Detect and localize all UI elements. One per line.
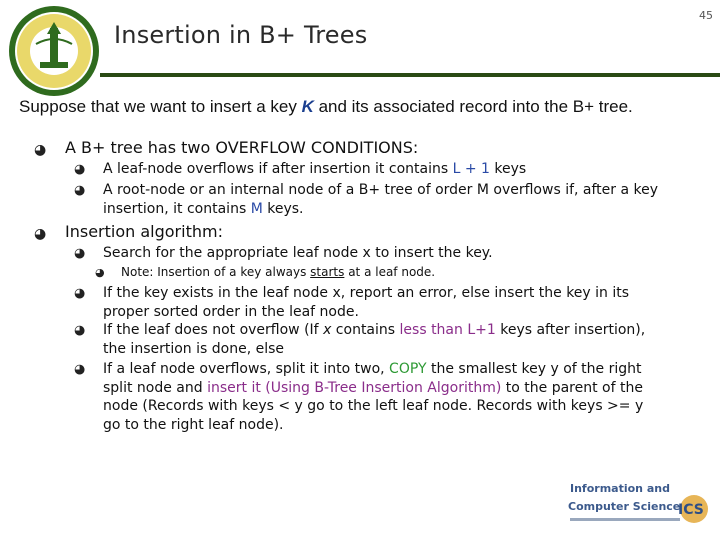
bullet-icon: ◕ (95, 266, 105, 279)
bullet-icon: ◕ (34, 226, 47, 242)
step4-2c: to the parent of the (501, 379, 643, 396)
note-text (121, 265, 435, 279)
step-search: Search for the appropriate leaf node x to insert the key. (103, 245, 493, 261)
step3-g: keys after insertion), (495, 322, 646, 338)
condition-internal (103, 181, 668, 218)
bullet-icon: ◕ (74, 246, 86, 261)
step4-line4: go to the right leaf node). (103, 416, 284, 433)
step4-1b: COPY (389, 361, 427, 377)
cond1-b: L + 1 (452, 161, 490, 177)
cond1-a: A leaf-node overflows if after insertion it contains (103, 161, 453, 177)
step4-1a: If a leaf node overflows, split it into two, (103, 361, 390, 377)
cond2-line2 (103, 200, 668, 219)
step2-line1: If the key exists in the leaf node x, report an error, else insert the key in its (103, 285, 630, 301)
cond2-line2c: keys. (262, 200, 304, 217)
overflow-heading: A B+ tree has two OVERFLOW CONDITIONS: (65, 138, 419, 157)
cond2-line2a: insertion, it contains (103, 200, 251, 217)
step4-line3: node (Records with keys < y go to the left leaf node. Records with keys >= y (103, 398, 644, 414)
footer-line2: Computer Science (568, 500, 681, 513)
note-c: at a leaf node. (344, 265, 436, 279)
slide-title: Insertion in B+ Trees (114, 21, 368, 49)
step-exists (103, 284, 668, 321)
bullet-icon: ◕ (74, 286, 86, 301)
step3-a: If the leaf does not overflow (If (103, 322, 324, 338)
intro-before: Suppose that we want to insert a key (19, 97, 302, 116)
step4-1c: the smallest key y of the right (426, 361, 642, 377)
ics-department-logo (566, 476, 716, 532)
step-no-overflow (103, 321, 668, 358)
step3-b: x (323, 322, 332, 338)
step3-f: L+1 (467, 322, 496, 338)
step4-line2 (103, 379, 668, 398)
bullet-icon: ◕ (74, 362, 86, 377)
note-a: Note: Insertion of a key always (121, 265, 311, 279)
condition-leaf (103, 160, 668, 179)
step4-2b: insert it (Using B-Tree Insertion Algorithm) (207, 379, 502, 396)
bullet-icon: ◕ (74, 162, 86, 177)
step3-c: contains (331, 322, 400, 338)
cond1-c: keys (489, 161, 527, 177)
bullet-icon: ◕ (74, 183, 86, 198)
intro-key: K (301, 97, 314, 116)
cond2-line1: A root-node or an internal node of a B+ tree of order M overflows if, after a key (103, 182, 659, 198)
step-split (103, 360, 668, 434)
footer-badge: ICS (678, 502, 704, 518)
step2-line2: proper sorted order in the leaf node. (103, 303, 359, 320)
note-b: starts (310, 265, 345, 279)
step3-line1 (103, 321, 668, 340)
page-number: 45 (699, 9, 713, 22)
step4-line1 (103, 360, 668, 379)
bullet-icon: ◕ (34, 142, 47, 158)
cond2-line2b: M (250, 200, 263, 217)
bullet-icon: ◕ (74, 323, 86, 338)
university-seal-icon (6, 4, 102, 98)
step3-d: less than (399, 322, 463, 338)
algo-heading: Insertion algorithm: (65, 222, 223, 241)
footer-line1: Information and (570, 482, 670, 495)
intro-after: and its associated record into the B+ tree. (313, 97, 633, 116)
step4-2a: split node and (103, 379, 208, 396)
header-divider (100, 73, 720, 77)
intro-text (19, 97, 633, 117)
step3-line2: the insertion is done, else (103, 340, 285, 357)
